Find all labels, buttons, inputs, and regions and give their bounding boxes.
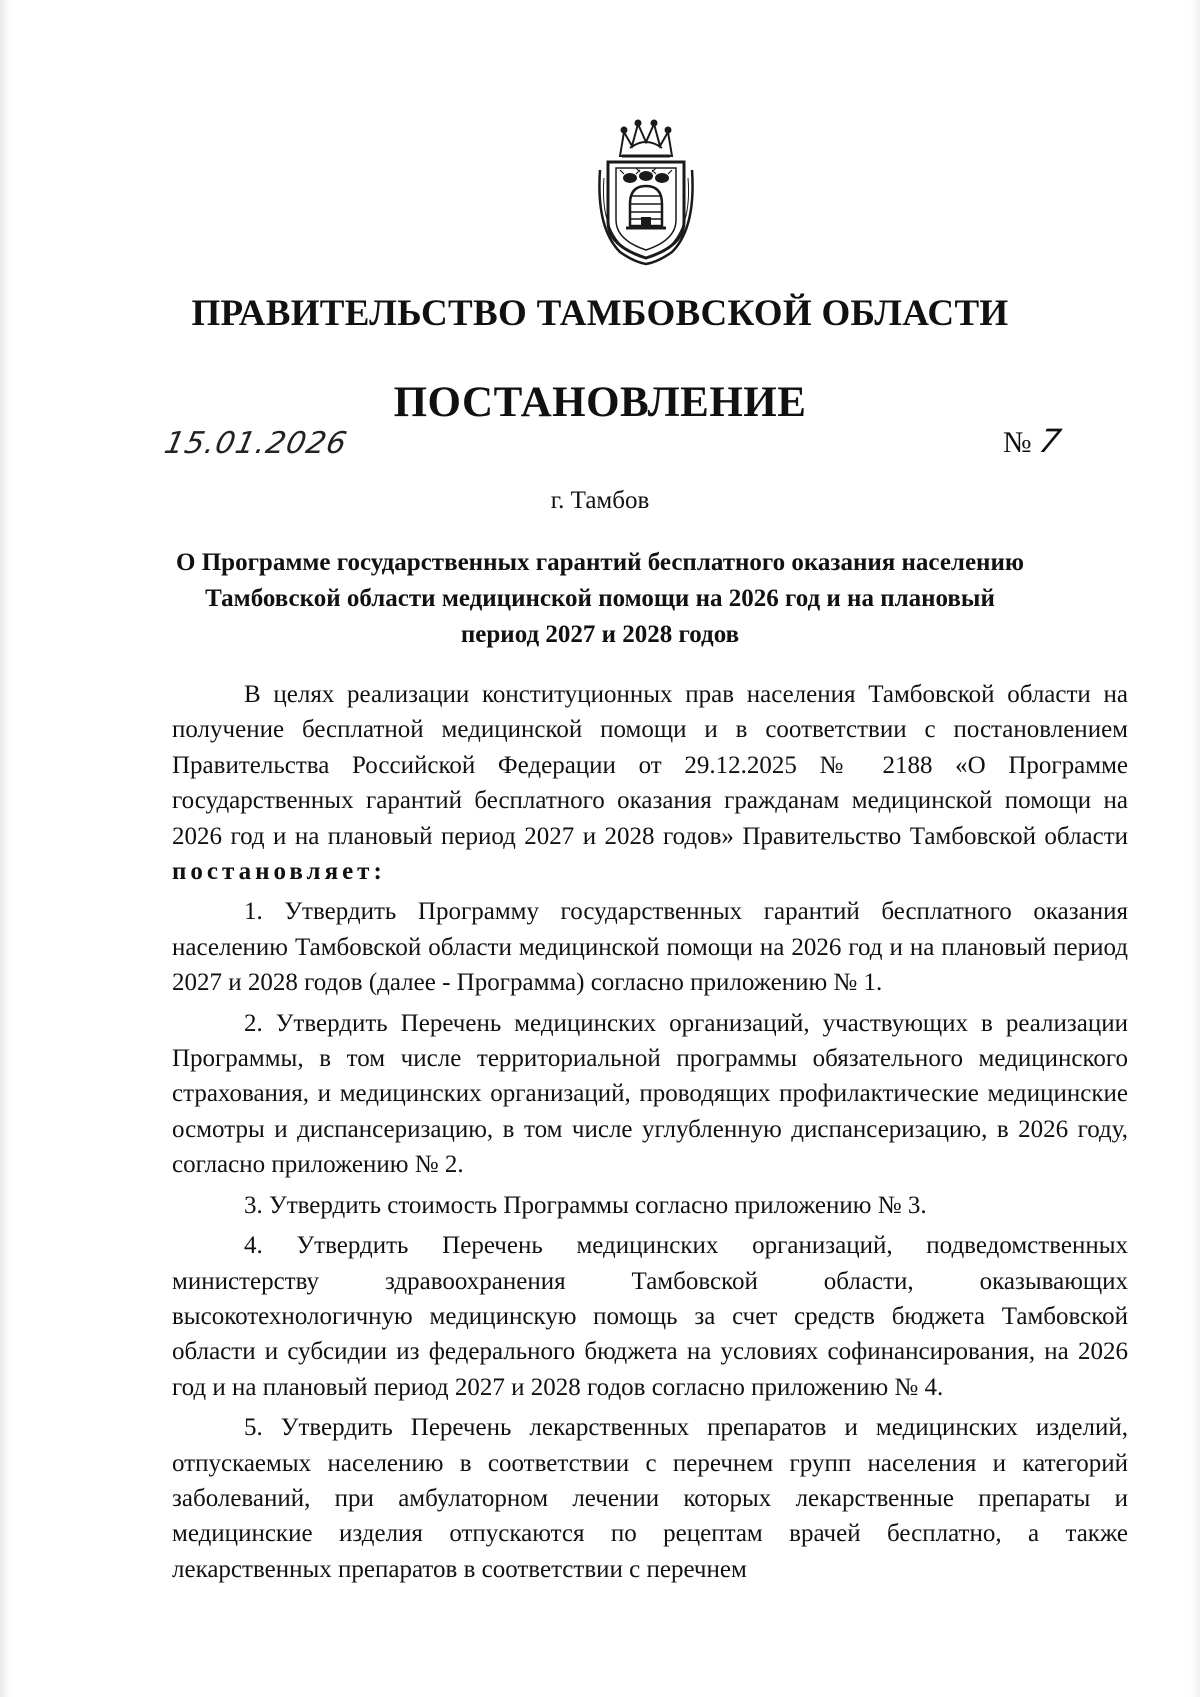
preamble-paragraph <box>172 677 1128 889</box>
preamble-text: В целях реализации конституционных прав населения Тамбовской области на получение бесплатной медицинской помощи и в соответствии с постановлением Правительства Российской Федерации от 29.12.2025 № 2188 «О Программе государственных гарантий бесплатного оказания гражданам медицинской помощи на 2026 год и на плановый период 2027 и 2028 годов» Правительство Тамбовской области <box>172 681 1128 850</box>
document-subject: О Программе государственных гарантий бесплатного оказания населению Тамбовской области медицинской помощи на 2026 год и на плановый период 2027 и 2028 годов <box>176 549 1024 648</box>
coat-of-arms-icon <box>590 118 702 266</box>
item-1: 1. Утвердить Программу государственных гарантий бесплатного оказания населению Тамбовской области медицинской помощи на 2026 год и на плановый период 2027 и 2028 годов (далее - Программа) согласно приложению № 1. <box>172 898 1128 997</box>
handwritten-date: 15.01.2026 <box>161 426 351 461</box>
document-type-title: ПОСТАНОВЛЕНИЕ <box>393 379 807 426</box>
scan-shadow-left <box>0 0 14 1697</box>
document-body <box>172 677 1128 1587</box>
item-2: 2. Утвердить Перечень медицинских организаций, участвующих в реализации Программы, в том числе территориальной программы обязательного медицинского страхования, и медицинских организаций, проводящих профилактические медицинские осмотры и диспансеризацию, в том числе углубленную диспансеризацию, в 2026 году, согласно приложению № 2. <box>172 1009 1128 1179</box>
government-title: ПРАВИТЕЛЬСТВО ТАМБОВСКОЙ ОБЛАСТИ <box>191 293 1009 334</box>
number-sign: № <box>1003 426 1032 459</box>
item-3: 3. Утвердить стоимость Программы согласно приложению № 3. <box>244 1191 927 1219</box>
handwritten-number: 7 <box>1035 422 1065 460</box>
document-number <box>1003 422 1065 460</box>
scan-shadow-right <box>1190 0 1200 1697</box>
item-4: 4. Утвердить Перечень медицинских организаций, подведомственных министерству здравоохранения Тамбовской области, оказывающих высокотехнологичную медицинскую помощь за счет средств бюджета Тамбовской области и субсидии из федерального бюджета на условиях софинансирования, на 2026 год и на плановый период 2027 и 2028 годов согласно приложению № 4. <box>172 1232 1128 1401</box>
item-5: 5. Утвердить Перечень лекарственных препаратов и медицинских изделий, отпускаемых населению в соответствии с перечнем групп населения и категорий заболеваний, при амбулаторном лечении которых лекарственные препараты и медицинские изделия отпускаются по рецептам врачей бесплатно, а также лекарственных препаратов в соответствии с перечнем <box>172 1414 1128 1583</box>
city-line: г. Тамбов <box>550 487 650 514</box>
decree-word: постановляет: <box>172 858 386 886</box>
